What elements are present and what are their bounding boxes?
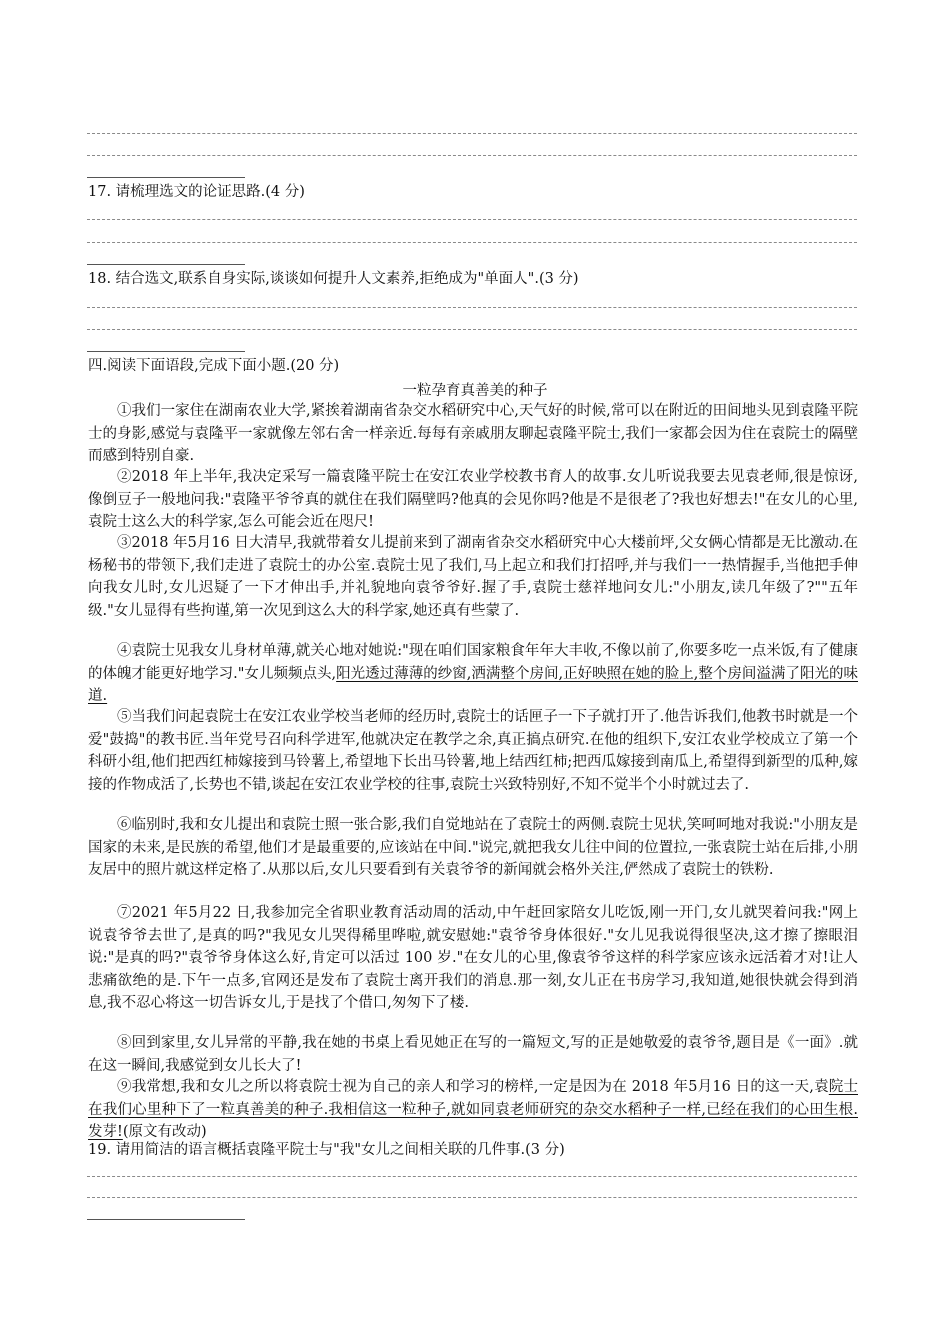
answer-line <box>87 155 857 156</box>
paragraph-5: ⑤当我们问起袁院士在安江农业学校当老师的经历时,袁院士的话匣子一下子就打开了.他告诉我们,他教书时就是一个爱"鼓捣"的教书匠.当年党号召向科学进军,他就决定在教学之余,真正搞点研究.在他的组织下,安江农业学校成立了第一个科研小组,他们把西红柿嫁接到马铃薯上,希望地下长出马铃薯,地上结西红柿;把西瓜嫁接到南瓜上,希望得到新型的瓜种,嫁接的作物成活了,长势也不错,谈起在安江农业学校的往事,袁院士兴致特别好,不知不觉半个小时就过去了. <box>88 709 858 793</box>
article-title: 一粒孕育真善美的种子 <box>402 383 548 399</box>
question-18: 18. 结合选文,联系自身实际,谈谈如何提升人文素养,拒绝成为"单面人".(3 分) <box>88 271 579 287</box>
paragraph-8: ⑧回到家里,女儿异常的平静,我在她的书桌上看见她正在写的一篇短文,写的正是她敬爱的袁爷爷,题目是《一面》.就在这一瞬间,我感觉到女儿长大了! <box>88 1035 858 1074</box>
answer-line <box>87 307 857 308</box>
paragraph-3: ③2018 年5月16 日大清早,我就带着女儿提前来到了湖南省杂交水稻研究中心大楼前坪,父女俩心情都是无比激动.在杨秘书的带领下,我们走进了袁院士的办公室.袁院士见了我们,马上起立和我们打招呼,并与我们一一热情握手,当他把手伸向我女儿时,女儿迟疑了一下才伸出手,并礼貌地向袁爷爷好.握了手,袁院士慈祥地问女儿:"小朋友,读几年级了?""五年级."女儿显得有些拘谨,第一次见到这么大的科学家,她还真有些蒙了. <box>88 535 858 619</box>
answer-line-short <box>87 1219 245 1220</box>
paragraph-4-underlined: 阳光透过薄薄的纱窗,洒满整个房间,正好映照在她的脸上,整个房间溢满了阳光的味道. <box>88 665 859 705</box>
question-19: 19. 请用简洁的语言概括袁隆平院士与"我"女儿之间相关联的几件事.(3 分) <box>88 1142 565 1158</box>
paragraph-9-note: (原文有改动) <box>122 1124 207 1141</box>
paragraph-6: ⑥临别时,我和女儿提出和袁院士照一张合影,我们自觉地站在了袁院士的两侧.袁院士见状,笑呵呵地对我说:"小朋友是国家的未来,是民族的希望,他们才是最重要的,应该站在中间."说完,就把我女儿往中间的位置拉,一张袁院士站在后排,小朋友居中的照片就这样定格了.从那以后,女儿只要看到有关袁爷爷的新闻就会格外关注,俨然成了袁院士的铁粉. <box>88 817 858 879</box>
answer-line-short <box>87 264 245 265</box>
paragraph-7: ⑦2021 年5月22 日,我参加完全省职业教育活动周的活动,中午赶回家陪女儿吃饭,刚一开门,女儿就哭着问我:"网上说袁爷爷去世了,是真的吗?"我见女儿哭得稀里哗啦,就安慰她:"袁爷爷身体很好."女儿见我说得很坚决,这才擦了擦眼泪说:"是真的吗?"袁爷爷身体这么好,肯定可以活过 100 岁."在女儿的心里,像袁爷爷这样的科学家应该永远活着才对!让人悲痛欲绝的是.下午一点多,官网还是发布了袁院士离开我们的消息.那一刻,女儿正在书房学习,我知道,她很快就会得到消息,我不忍心将这一切告诉女儿,于是找了个借口,匆匆下了楼. <box>88 905 858 1012</box>
answer-line <box>87 219 857 220</box>
answer-line-short <box>87 351 245 352</box>
paragraph-4 <box>88 640 858 708</box>
paragraph-9 <box>88 1076 858 1144</box>
answer-line <box>87 133 857 134</box>
paragraph-9-text: ⑨我常想,我和女儿之所以将袁院士视为自己的亲人和学习的榜样,一定是因为在 2018 年5月16 日的这一天,袁 <box>117 1079 829 1095</box>
paragraph-1: ①我们一家住在湖南农业大学,紧挨着湖南省杂交水稻研究中心,天气好的时候,常可以在附近的田间地头见到袁隆平院士的身影,感觉与袁隆平一家就像左邻右舍一样亲近.每每有亲戚朋友聊起袁隆平院士,我们一家都会因为住在袁院士的隔壁而感到特别自豪. <box>88 403 858 465</box>
answer-line-short <box>87 177 245 178</box>
answer-line <box>87 1176 857 1177</box>
answer-line <box>87 242 857 243</box>
question-17: 17. 请梳理选文的论证思路.(4 分) <box>88 184 305 200</box>
paragraph-9-underlined: 院士在我们心里种下了一粒真善美的种子.我相信这一粒种子,就如同袁老师研究的杂交水稻种子一样,已经在我们的心田生根.发芽! <box>88 1079 858 1141</box>
paragraph-2: ②2018 年上半年,我决定采写一篇袁隆平院士在安江农业学校教书育人的故事.女儿听说我要去见袁老师,很是惊讶,像倒豆子一般地问我:"袁隆平爷爷真的就住在我们隔壁吗?他真的会见你吗?他是不是很老了?我也好想去!"在女儿的心里,袁院士这么大的科学家,怎么可能会近在咫尺! <box>88 469 858 531</box>
paragraph-4-text: ④袁院士见我女儿身材单薄,就关心地对她说:"现在咱们国家粮食年年大丰收,不像以前了,你要多吃一点米饭,有了健康的体魄才能更好地学习."女儿频频点头, <box>88 643 858 682</box>
section-4-heading: 四.阅读下面语段,完成下面小题.(20 分) <box>88 358 340 374</box>
answer-line <box>87 1197 857 1198</box>
answer-line <box>87 329 857 330</box>
